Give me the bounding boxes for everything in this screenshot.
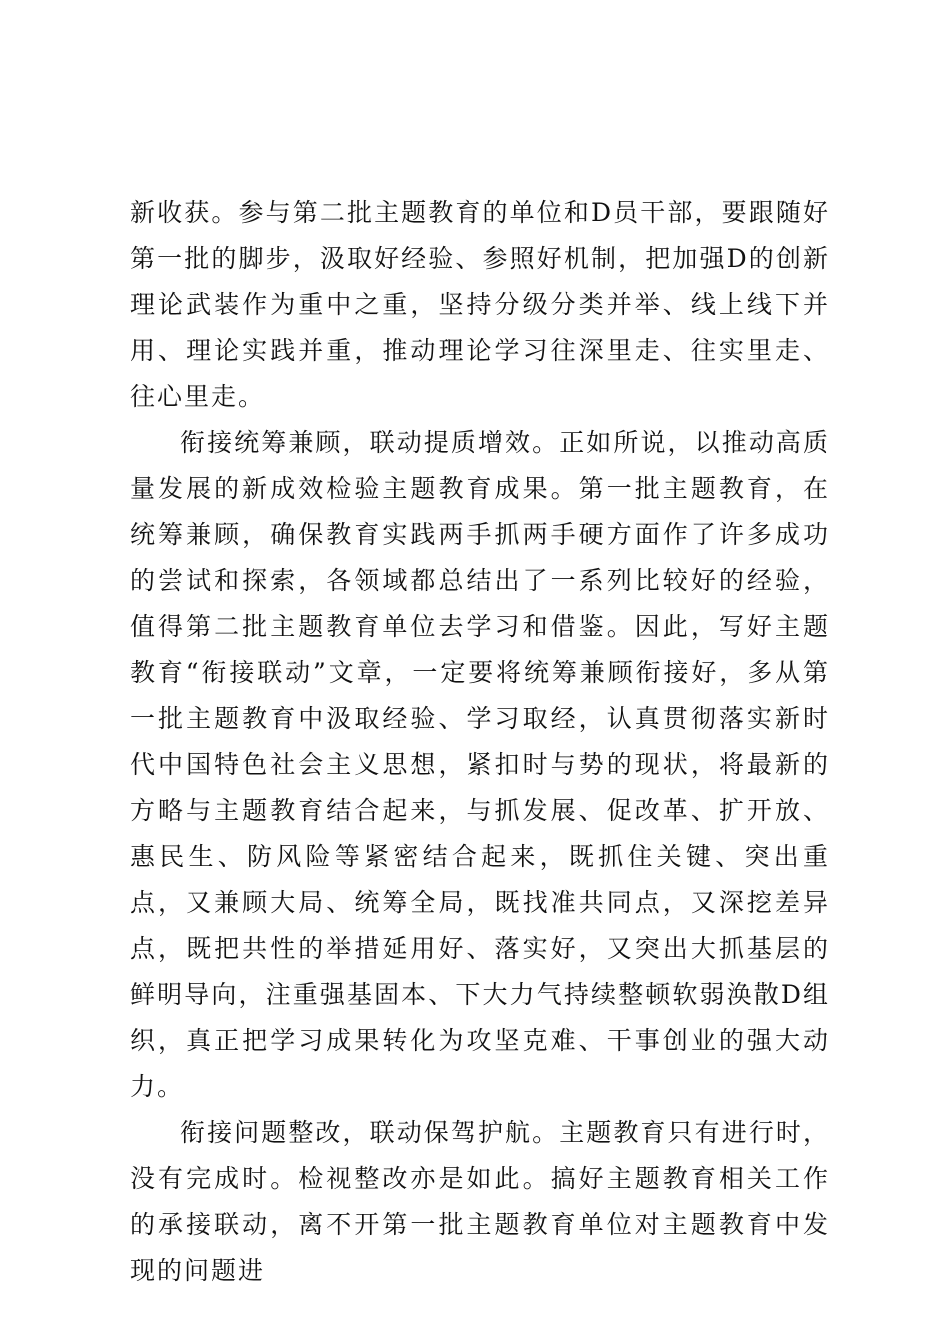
- paragraph-coordination: 衔接统筹兼顾，联动提质增效。正如所说，以推动高质量发展的新成效检验主题教育成果。第一批主题教育，在统筹兼顾，确保教育实践两手抓两手硬方面作了许多成功的尝试和探索，各领域都总结出了一系列比较好的经验，值得第二批主题教育单位去学习和借鉴。因此，写好主题教育“衔接联动”文章，一定要将统筹兼顾衔接好，多从第一批主题教育中汲取经验、学习取经，认真贯彻落实新时代中国特色社会主义思想，紧扣时与势的现状，将最新的方略与主题教育结合起来，与抓发展、促改革、扩开放、惠民生、防风险等紧密结合起来，既抓住关键、突出重点，又兼顾大局、统筹全局，既找准共同点，又深挖差异点，既把共性的举措延用好、落实好，又突出大抓基层的鲜明导向，注重强基固本、下大力气持续整顿软弱涣散D组织，真正把学习成果转化为攻坚克难、干事创业的强大动力。: [130, 428, 830, 1101]
- paragraph-continuation: 新收获。参与第二批主题教育的单位和D员干部，要跟随好第一批的脚步，汲取好经验、参照好机制，把加强D的创新理论武装作为重中之重，坚持分级分类并举、线上线下并用、理论实践并重，推动理论学习往深里走、往实里走、往心里走。: [130, 198, 830, 411]
- document-body: [130, 190, 830, 1294]
- paragraph-rectification: 衔接问题整改，联动保驾护航。主题教育只有进行时，没有完成时。检视整改亦是如此。搞好主题教育相关工作的承接联动，离不开第一批主题教育单位对主题教育中发现的问题进: [130, 1118, 830, 1285]
